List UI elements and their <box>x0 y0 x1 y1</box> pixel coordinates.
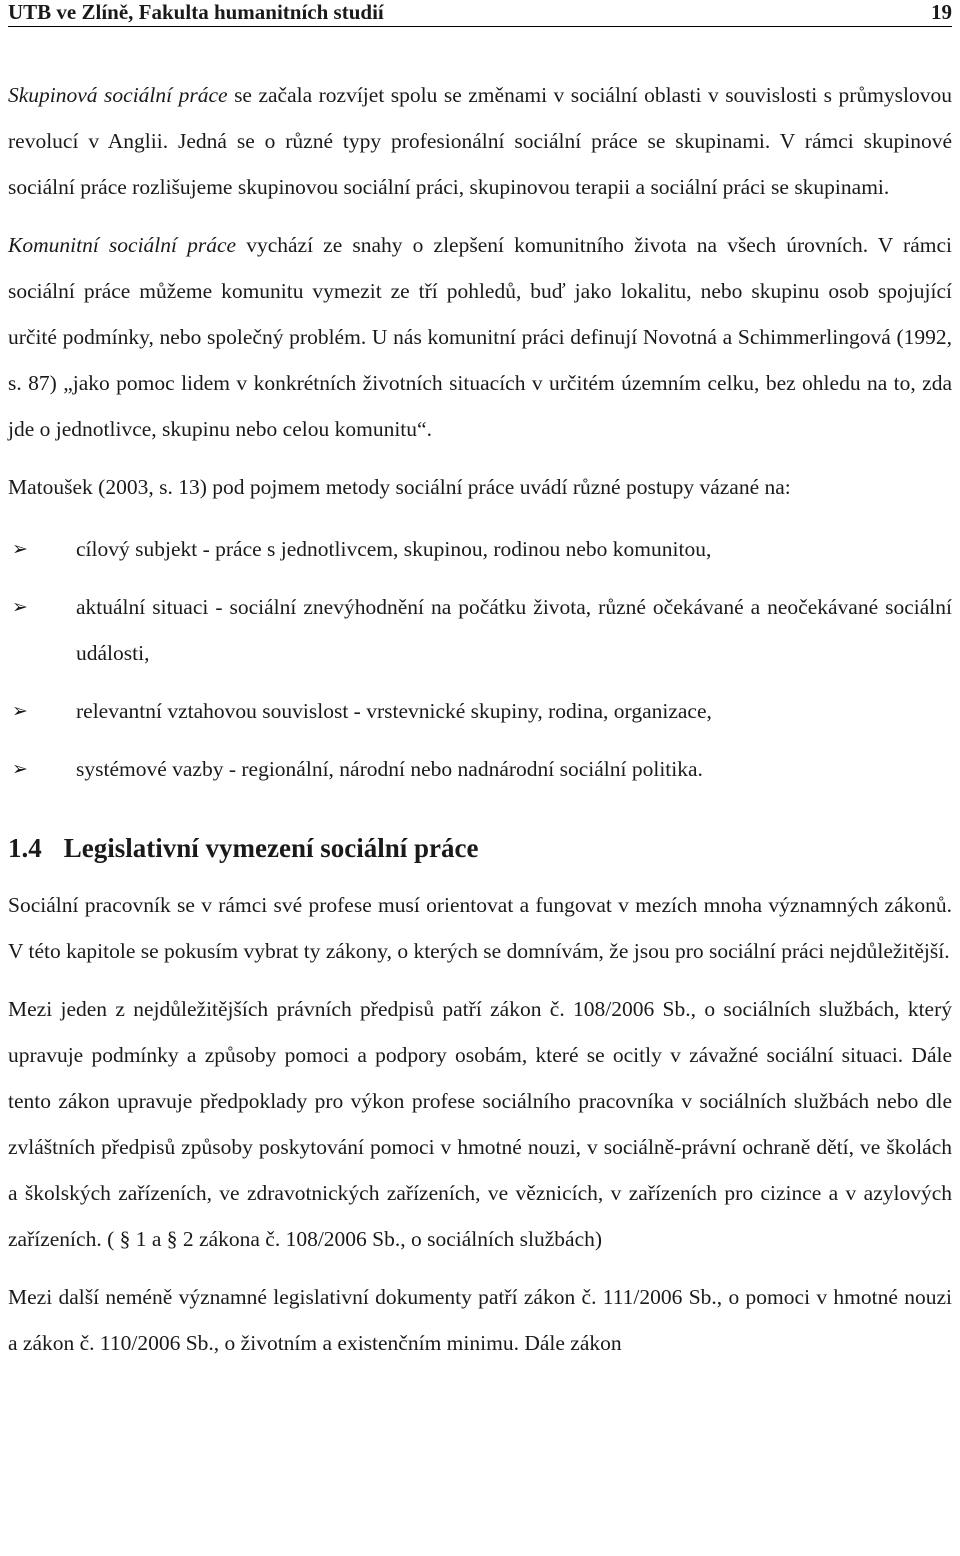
page-number: 19 <box>931 0 952 24</box>
arrow-bullet-icon: ➢ <box>12 596 28 618</box>
term-community-social-work: Komunitní sociální práce <box>8 233 237 257</box>
document-body <box>8 72 952 1366</box>
paragraph-methods-intro: Matoušek (2003, s. 13) pod pojmem metody sociální práce uvádí různé postupy vázané na: <box>8 475 791 499</box>
page-header <box>8 0 952 27</box>
header-title: UTB ve Zlíně, Fakulta humanitních studií <box>8 0 384 24</box>
list-item-text: aktuální situaci - sociální znevýhodnění na počátku života, různé očekávané a neočekávané sociální události, <box>76 595 952 665</box>
paragraph-community-social-work <box>8 222 952 452</box>
list-item <box>8 746 952 792</box>
methods-list <box>8 526 952 792</box>
term-group-social-work: Skupinová sociální práce <box>8 83 228 107</box>
paragraph-legislation-intro: Sociální pracovník se v rámci své profese musí orientovat a fungovat v mezích mnoha významných zákonů. V této kapitole se pokusím vybrat ty zákony, o kterých se domnívám, že jsou pro sociální práci nejdůležitější. <box>8 893 952 963</box>
list-item <box>8 584 952 676</box>
list-item-text: cílový subjekt - práce s jednotlivcem, skupinou, rodinou nebo komunitou, <box>76 537 712 561</box>
arrow-bullet-icon: ➢ <box>12 758 28 780</box>
paragraph-group-social-work <box>8 72 952 210</box>
arrow-bullet-icon: ➢ <box>12 538 28 560</box>
list-item <box>8 688 952 734</box>
list-item-text: systémové vazby - regionální, národní nebo nadnárodní sociální politika. <box>76 757 703 781</box>
section-number: 1.4 <box>8 833 42 863</box>
list-item-text: relevantní vztahovou souvislost - vrstevnické skupiny, rodina, organizace, <box>76 699 712 723</box>
paragraph-text: vychází ze snahy o zlepšení komunitního života na všech úrovních. V rámci sociální práce můžeme komunitu vymezit ze tří pohledů, buď jako lokalitu, nebo skupinu osob spojující určité podmínky, nebo společný problém. U nás komunitní práci definují Novotná a Schimmerlingová (1992, s. 87) „jako pomoc lidem v konkrétních životních situacích v určitém územním celku, bez ohledu na to, zda jde o jednotlivce, skupinu nebo celou komunitu“. <box>8 233 953 441</box>
paragraph-other-laws: Mezi další neméně významné legislativní dokumenty patří zákon č. 111/2006 Sb., o pomoci v hmotné nouzi a zákon č. 110/2006 Sb., o životním a existenčním minimu. Dále zákon <box>8 1285 952 1355</box>
list-item <box>8 526 952 572</box>
arrow-bullet-icon: ➢ <box>12 700 28 722</box>
paragraph-law-108-2006: Mezi jeden z nejdůležitějších právních předpisů patří zákon č. 108/2006 Sb., o sociálních službách, který upravuje podmínky a způsoby pomoci a podpory osobám, které se ocitly v závažné sociální situaci. Dále tento zákon upravuje předpoklady pro výkon profese sociálního pracovníka v sociálních službách nebo dle zvláštních předpisů způsoby poskytování pomoci v hmotné nouzi, v sociálně-právní ochraně dětí, ve školách a školských zařízeních, ve zdravotnických zařízeních, ve věznicích, v zařízeních pro cizince a v azylových zařízeních. ( § 1 a § 2 zákona č. 108/2006 Sb., o sociálních službách) <box>8 997 952 1251</box>
paragraph-text: se začala rozvíjet spolu se změnami v sociální oblasti v souvislosti s průmyslovou revolucí v Anglii. Jedná se o různé typy profesionální sociální práce se skupinami. V rámci skupinové sociální práce rozlišujeme skupinovou sociální práci, skupinovou terapii a sociální práci se skupinami. <box>8 83 952 199</box>
section-heading <box>8 826 952 870</box>
section-title: Legislativní vymezení sociální práce <box>63 833 479 863</box>
